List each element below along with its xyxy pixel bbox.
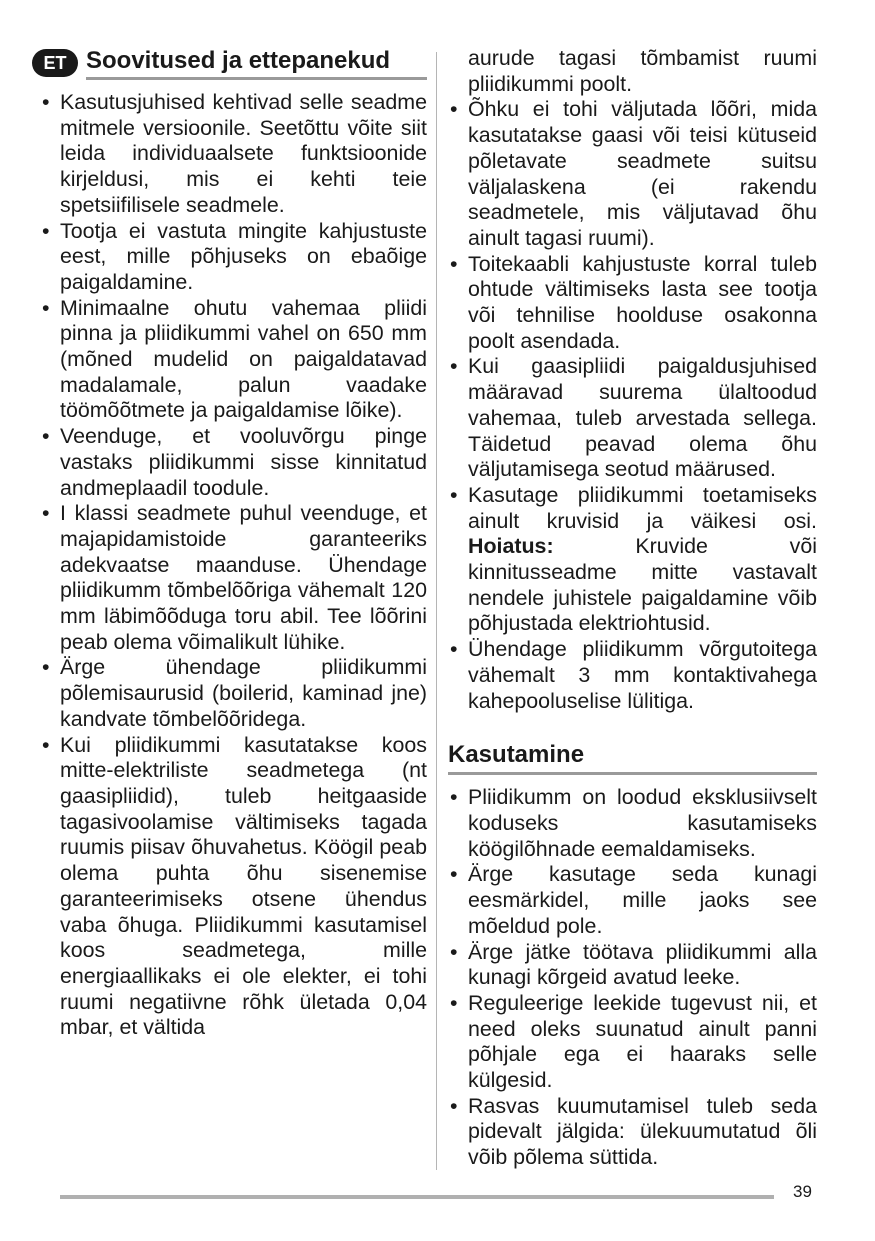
list-item: • Ärge ühendage pliidikummi põlemisaurusid (boilerid, kaminad jne) kandvate tõmbelõõridega. xyxy=(32,655,427,732)
page-number: 39 xyxy=(793,1182,812,1201)
list-item: • I klassi seadmete puhul veenduge, et majapidamistoide garanteeriks adekvaatse maanduse. Ühendage pliidikumm tõmbelõõriga vähemalt 120 mm läbimõõduga toru abil. Tee lõõrini peab olema võimalikult lühike. xyxy=(32,501,427,655)
usage-title: Kasutamine xyxy=(448,740,817,775)
list-item: • Kasutusjuhised kehtivad selle seadme mitmele versioonile. Seetõttu võite siit leida individuaalsete funktsioonide kirjeldusi, mis ei kehti teie spetsiifilisele seadmele. xyxy=(32,90,427,219)
list-item: • Toitekaabli kahjustuste korral tuleb ohtude vältimiseks lasta see tootja või tehnilise hoolduse osakonna poolt asendada. xyxy=(448,252,817,355)
left-column xyxy=(32,46,427,1041)
list-item: • Pliidikumm on loodud eksklusiivselt koduseks kasutamiseks köögilõhnade eemaldamiseks. xyxy=(448,785,817,862)
list-item: • Kui pliidikummi kasutatakse koos mitte-elektriliste seadmetega (nt gaasipliidid), tuleb heitgaaside tagasivoolamise vältimiseks tagada ruumis piisav õhuvahetus. Köögil peab olema puhta õhu sisenemise garanteerimiseks otsene ühendus vaba õhuga. Pliidikummi kasutamisel koos seadmetega, mille energiaallikaks ei ole elekter, ei tohi ruumi negatiivne rõhk ületada 0,04 mbar, et vältida xyxy=(32,733,427,1041)
list-item-screws xyxy=(448,483,817,637)
list-item: • Rasvas kuumutamisel tuleb seda pidevalt jälgida: ülekuumutatud õli võib põlema süttida. xyxy=(448,1094,817,1171)
recommendations-list-continued xyxy=(448,97,817,714)
usage-list xyxy=(448,785,817,1171)
column-divider xyxy=(436,52,437,1170)
list-item: • Ärge jätke töötava pliidikummi alla kunagi kõrgeid avatud leeke. xyxy=(448,940,817,991)
list-item: • Kui gaasipliidi paigaldusjuhised määravad suurema ülaltoodud vahemaa, tuleb arvestada sellega. Täidetud peavad olema õhu väljutamisega seotud määrused. xyxy=(448,354,817,483)
screw-text: Kasutage pliidikummi toetamiseks ainult kruvisid ja väikesi osi. xyxy=(468,482,817,533)
footer-rule xyxy=(60,1195,774,1199)
warning-text: Kruvide või kinnitusseadme mitte vastavalt nendele juhistele paigaldamine võib põhjustada elektriohtusid. xyxy=(468,534,817,636)
list-item-continuation: aurude tagasi tõmbamist ruumi pliidikummi poolt. xyxy=(468,46,817,96)
section-title: Soovitused ja ettepanekud xyxy=(86,46,427,80)
language-badge: ET xyxy=(32,49,78,77)
list-item: • Reguleerige leekide tugevust nii, et need oleks suunatud ainult panni põhjale ega ei haaraks selle külgesid. xyxy=(448,991,817,1094)
section-header xyxy=(32,46,427,80)
list-item: • Õhku ei tohi väljutada lõõri, mida kasutatakse gaasi või teisi kütuseid põletavate seadmete suitsu väljalaskena (ei rakendu seadmetele, mis väljutavad õhu ainult tagasi ruumi). xyxy=(448,97,817,251)
list-item: • Minimaalne ohutu vahemaa pliidi pinna ja pliidikummi vahel on 650 mm (mõned mudelid on paigaldatavad madalamale, palun vaadake töömõõtmete ja paigaldamise lõike). xyxy=(32,296,427,425)
recommendations-list xyxy=(32,90,427,1041)
list-item: • Ühendage pliidikumm võrgutoitega vähemalt 3 mm kontaktivahega kahepooluselise lülitiga. xyxy=(448,637,817,714)
list-item: • Ärge kasutage seda kunagi eesmärkidel, mille jaoks see mõeldud pole. xyxy=(448,862,817,939)
right-column xyxy=(448,46,817,1171)
list-item: • Tootja ei vastuta mingite kahjustuste eest, mille põhjuseks on ebaõige paigaldamine. xyxy=(32,219,427,296)
warning-label: Hoiatus: xyxy=(468,534,554,559)
list-item: • Veenduge, et vooluvõrgu pinge vastaks pliidikummi sisse kinnitatud andmeplaadil toodule. xyxy=(32,424,427,501)
